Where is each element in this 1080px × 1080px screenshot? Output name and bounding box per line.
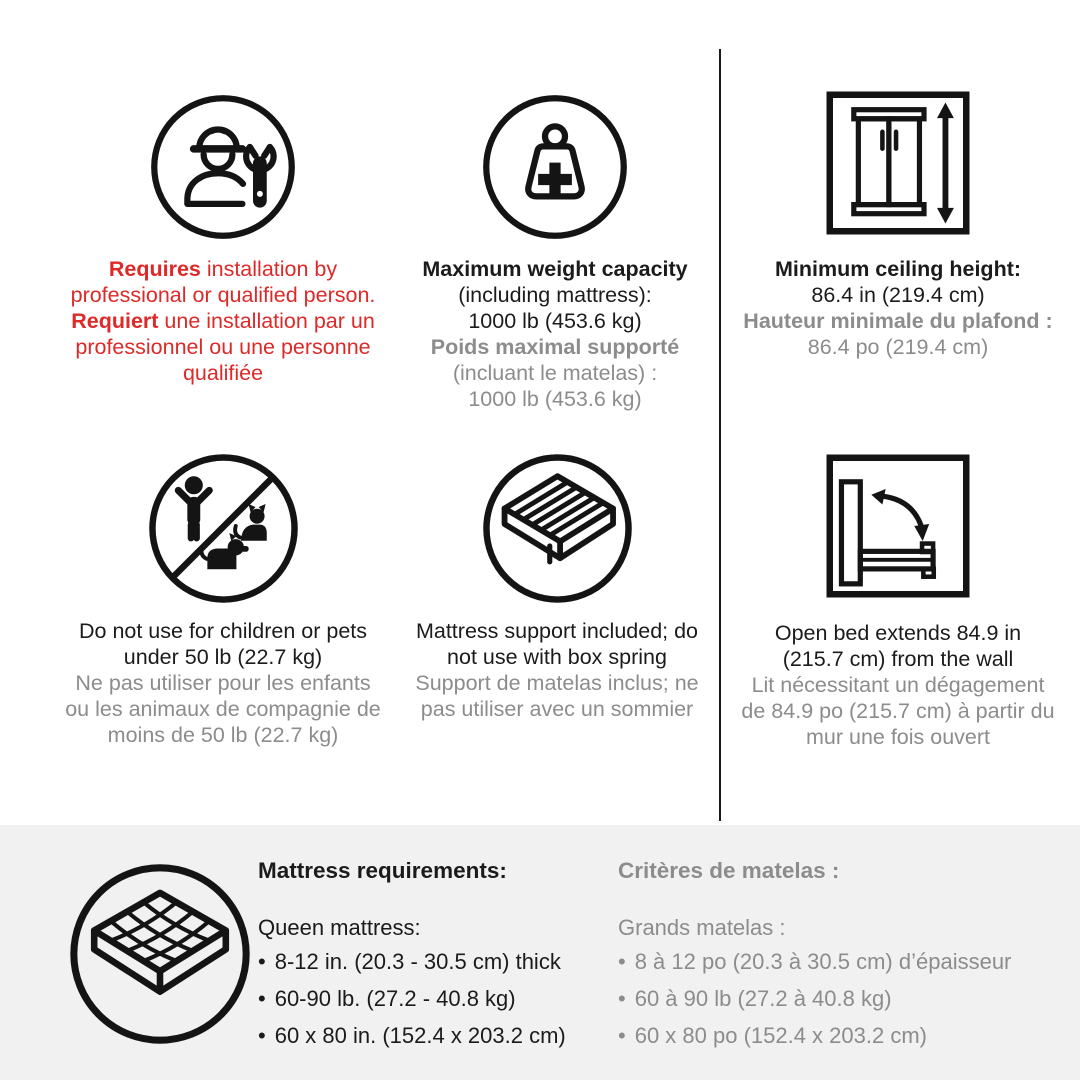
weight-plus-icon <box>480 92 630 242</box>
weight-line2-fr: (incluant le matelas) : <box>452 361 658 385</box>
mattress-req-heading-fr: Critères de matelas : <box>618 858 840 883</box>
install-fr-line3: qualifiée <box>182 361 264 385</box>
support-en-line2: not use with box spring <box>447 645 667 669</box>
mattress-req-heading-en: Mattress requirements: <box>258 858 507 883</box>
mattress-req-en-bullet-1: • 8-12 in. (20.3 - 30.5 cm) thick <box>258 948 578 975</box>
mattress-requirements-en <box>258 857 578 1059</box>
weight-capacity-text <box>397 256 713 412</box>
weight-title-fr: Poids maximal supporté <box>430 335 680 359</box>
installer-hardhat-wrench-icon <box>148 92 298 242</box>
fold-down-bed-icon <box>820 448 976 604</box>
mattress-icon <box>66 860 254 1048</box>
weight-cell <box>397 92 713 412</box>
weight-title-en: Maximum weight capacity <box>422 257 688 281</box>
open-bed-fr-line1: Lit nécessitant un dégagement <box>751 673 1045 697</box>
no-children-pets-icon <box>146 451 301 606</box>
mattress-req-fr-bullet-1: • 8 à 12 po (20.3 à 30.5 cm) d’épaisseur <box>618 948 1058 975</box>
weight-line2-en: (including mattress): <box>458 283 652 307</box>
children-fr-line3: moins de 50 lb (22.7 kg) <box>107 723 339 747</box>
open-bed-en-line2: (215.7 cm) from the wall <box>782 647 1014 671</box>
open-bed-en-line1: Open bed extends 84.9 in <box>774 621 1022 645</box>
open-bed-text <box>725 620 1071 750</box>
install-fr-bold: Requiert <box>71 309 159 333</box>
ceiling-title-en: Minimum ceiling height: <box>774 257 1022 281</box>
mattress-req-subheading-en: Queen mattress: <box>258 915 421 940</box>
mattress-req-fr-bullet-2: • 60 à 90 lb (27.2 à 40.8 kg) <box>618 985 1058 1012</box>
children-en-line2: under 50 lb (22.7 kg) <box>123 645 323 669</box>
mattress-requirements-fr <box>618 857 1058 1059</box>
open-bed-cell <box>725 448 1071 750</box>
mattress-support-text <box>392 618 722 722</box>
mattress-req-fr-bullet-3: • 60 x 80 po (152.4 x 203.2 cm) <box>618 1022 1058 1049</box>
support-en-line1: Mattress support included; do <box>415 619 699 643</box>
mattress-req-en-bullet-2: • 60-90 lb. (27.2 - 40.8 kg) <box>258 985 578 1012</box>
install-en-line2: professional or qualified person. <box>70 283 376 307</box>
install-cell <box>40 92 406 386</box>
ceiling-value-en: 86.4 in (219.4 cm) <box>811 283 985 307</box>
open-bed-fr-line2: de 84.9 po (215.7 cm) à partir du <box>741 699 1055 723</box>
support-fr-line1: Support de matelas inclus; ne <box>415 671 699 695</box>
install-fr-line2: professionnel ou une personne <box>75 335 371 359</box>
ceiling-height-text <box>728 256 1068 360</box>
children-fr-line1: Ne pas utiliser pour les enfants <box>75 671 371 695</box>
children-pets-cell <box>40 451 406 748</box>
weight-value-fr: 1000 lb (453.6 kg) <box>468 387 642 411</box>
slatted-platform-icon <box>480 451 635 606</box>
ceiling-value-fr: 86.4 po (219.4 cm) <box>807 335 989 359</box>
install-en-line1: installation by <box>200 257 338 281</box>
children-en-line1: Do not use for children or pets <box>78 619 367 643</box>
install-fr-line1: une installation par un <box>158 309 375 333</box>
cabinet-height-arrow-icon <box>820 85 976 241</box>
mattress-req-subheading-fr: Grands matelas : <box>618 915 786 940</box>
open-bed-fr-line3: mur une fois ouvert <box>805 725 991 749</box>
children-fr-line2: ou les animaux de compagnie de <box>65 697 381 721</box>
install-en-bold: Requires <box>108 257 201 281</box>
mattress-requirements-band <box>0 825 1080 1080</box>
support-fr-line2: pas utiliser avec un sommier <box>420 697 694 721</box>
children-pets-text <box>40 618 406 748</box>
mattress-req-en-bullet-3: • 60 x 80 in. (152.4 x 203.2 cm) <box>258 1022 578 1049</box>
install-note <box>40 256 406 386</box>
ceiling-cell <box>728 85 1068 360</box>
ceiling-title-fr: Hauteur minimale du plafond : <box>743 309 1053 333</box>
weight-value-en: 1000 lb (453.6 kg) <box>468 309 642 333</box>
mattress-support-cell <box>392 451 722 722</box>
